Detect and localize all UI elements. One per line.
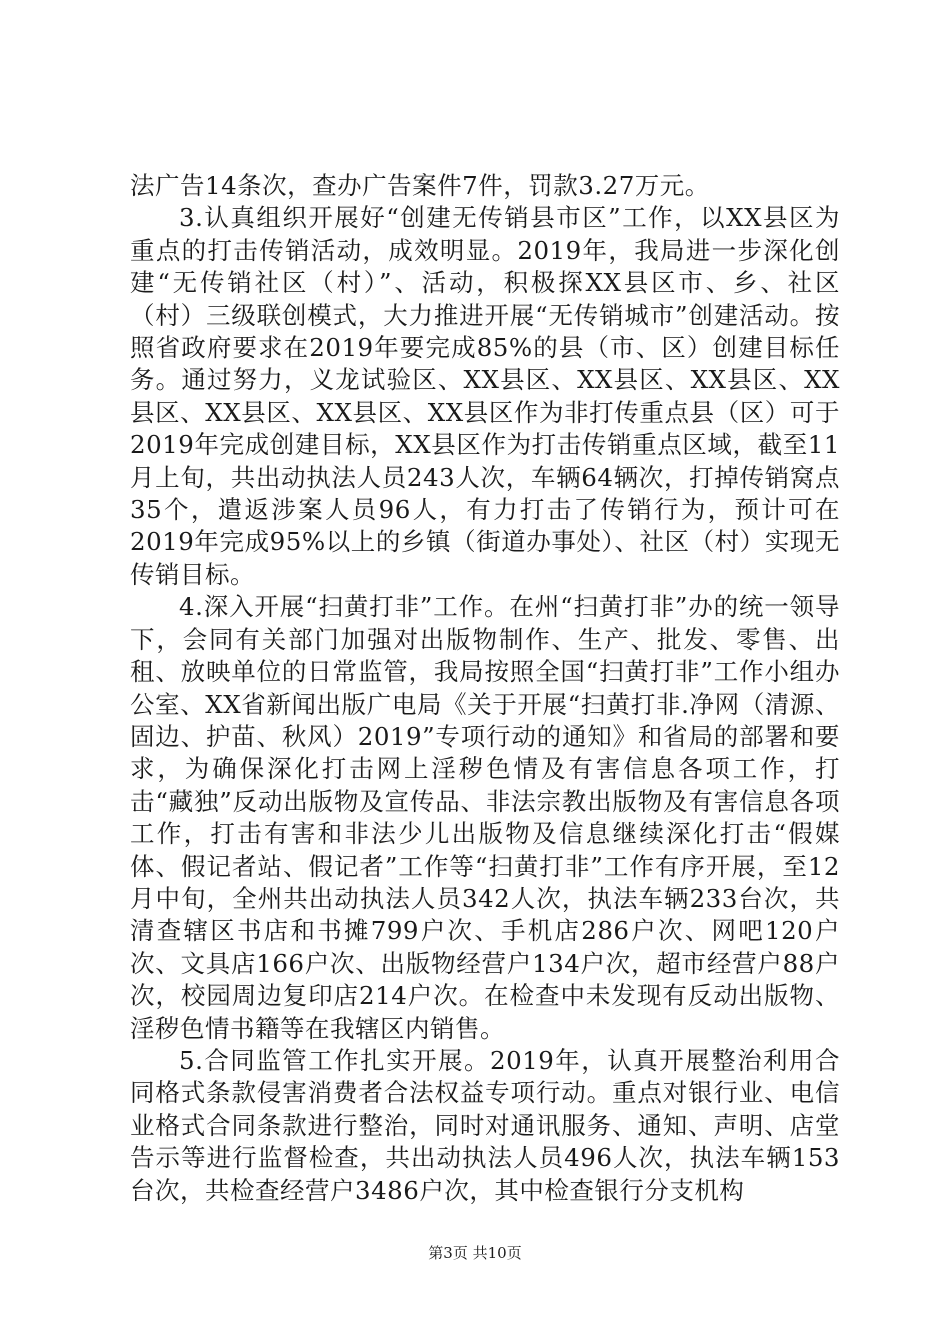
- paragraph-item-5: 5.合同监管工作扎实开展。2019年，认真开展整治利用合同格式条款侵害消费者合法权益专项行动。重点对银行业、电信业格式合同条款进行整治，同时对通讯服务、通知、声明、店堂告示等进行监督检查，共出动执法人员496人次，执法车辆153台次，共检查经营户3486户次，其中检查银行分支机构: [130, 1045, 840, 1205]
- paragraph-item-4: 4.深入开展“扫黄打非”工作。在州“扫黄打非”办的统一领导下，会同有关部门加强对出版物制作、生产、批发、零售、出租、放映单位的日常监管，我局按照全国“扫黄打非”工作小组办公室、XX省新闻出版广电局《关于开展“扫黄打非.净网（清源、固边、护苗、秋风）2019”专项行动的通知》和省局的部署和要求，为确保深化打击网上淫秽色情及有害信息各项工作，打击“藏独”反动出版物及宣传品、非法宗教出版物及有害信息各项工作，打击有害和非法少儿出版物及信息继续深化打击“假媒体、假记者站、假记者”工作等“扫黄打非”工作有序开展，至12月中旬，全州共出动执法人员342人次，执法车辆233台次，共清查辖区书店和书摊799户次、手机店286户次、网吧120户次、文具店166户次、出版物经营户134户次，超市经营户88户次，校园周边复印店214户次。在检查中未发现有反动出版物、淫秽色情书籍等在我辖区内销售。: [130, 592, 840, 1043]
- paragraph-continuation: 法广告14条次，查办广告案件7件，罚款3.27万元。: [130, 171, 710, 200]
- document-body: [130, 170, 840, 1207]
- paragraph-item-3: 3.认真组织开展好“创建无传销县市区”工作，以XX县区为重点的打击传销活动，成效明显。2019年，我局进一步深化创建“无传销社区（村）”、活动，积极探XX县区市、乡、社区（村）三级联创模式，大力推进开展“无传销城市”创建活动。按照省政府要求在2019年要完成85%的县（市、区）创建目标任务。通过努力，义龙试验区、XX县区、XX县区、XX县区、XX县区、XX县区、XX县区、XX县区作为非打传重点县（区）可于2019年完成创建目标，XX县区作为打击传销重点区域，截至11月上旬，共出动执法人员243人次，车辆64辆次，打掉传销窝点35个，遣返涉案人员96人，有力打击了传销行为，预计可在2019年完成95%以上的乡镇（街道办事处）、社区（村）实现无传销目标。: [130, 203, 840, 589]
- page-number-footer: 第3页 共10页: [428, 1244, 522, 1262]
